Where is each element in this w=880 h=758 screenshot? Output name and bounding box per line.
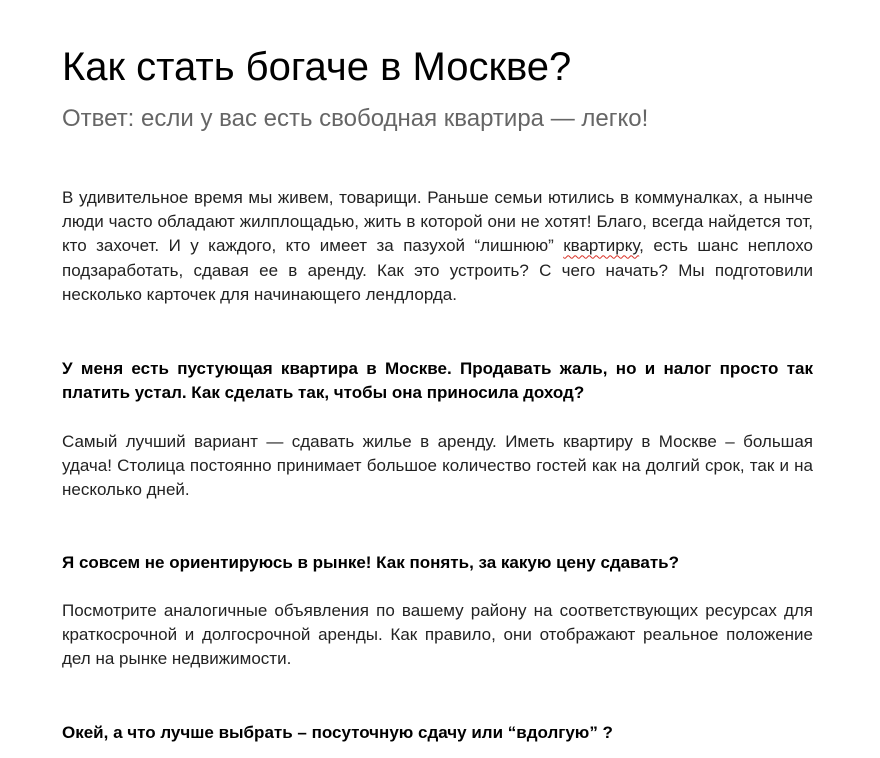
intro-text-end: , есть шанс неплохо подзаработать, сдавая ее в аренду. Как это устроить? С чего начать? Мы подготовили несколько карточек для начинающего лендлорда. — [62, 236, 813, 304]
answer-1[interactable]: Самый лучший вариант — сдавать жилье в аренду. Иметь квартиру в Москве – большая удача! Столица постоянно принимает большое количество гостей как на долгий срок, так и на несколько дней. — [62, 432, 813, 500]
page-subtitle: Ответ: если у вас есть свободная квартира — легко! — [62, 105, 649, 132]
question-3[interactable]: Окей, а что лучше выбрать – посуточную сдачу или “вдолгую” ? — [62, 723, 613, 742]
page-title: Как стать богаче в Москве? — [62, 45, 572, 89]
spellcheck-underlined-word[interactable]: квартирку — [563, 236, 640, 256]
question-1[interactable]: У меня есть пустующая квартира в Москве. Продавать жаль, но и налог просто так платить устал. Как сделать так, чтобы она приносила доход? — [62, 359, 813, 403]
intro-text-start: В удивительное время мы живем, товарищи. Раньше семьи ютились в коммуналках, а нынче люди часто обладают жилплощадью, жить в которой они не хотят! Благо, всегда найдется тот, кто захочет. И у каждого, кто имеет за пазухой “лишнюю” — [62, 188, 813, 256]
intro-paragraph[interactable] — [62, 186, 813, 307]
question-2[interactable]: Я совсем не ориентируюсь в рынке! Как понять, за какую цену сдавать? — [62, 553, 679, 572]
answer-2[interactable]: Посмотрите аналогичные объявления по вашему району на соответствующих ресурсах для краткосрочной и долгосрочной аренды. Как правило, они отображают реальное положение дел на рынке недвижимости. — [62, 601, 813, 669]
